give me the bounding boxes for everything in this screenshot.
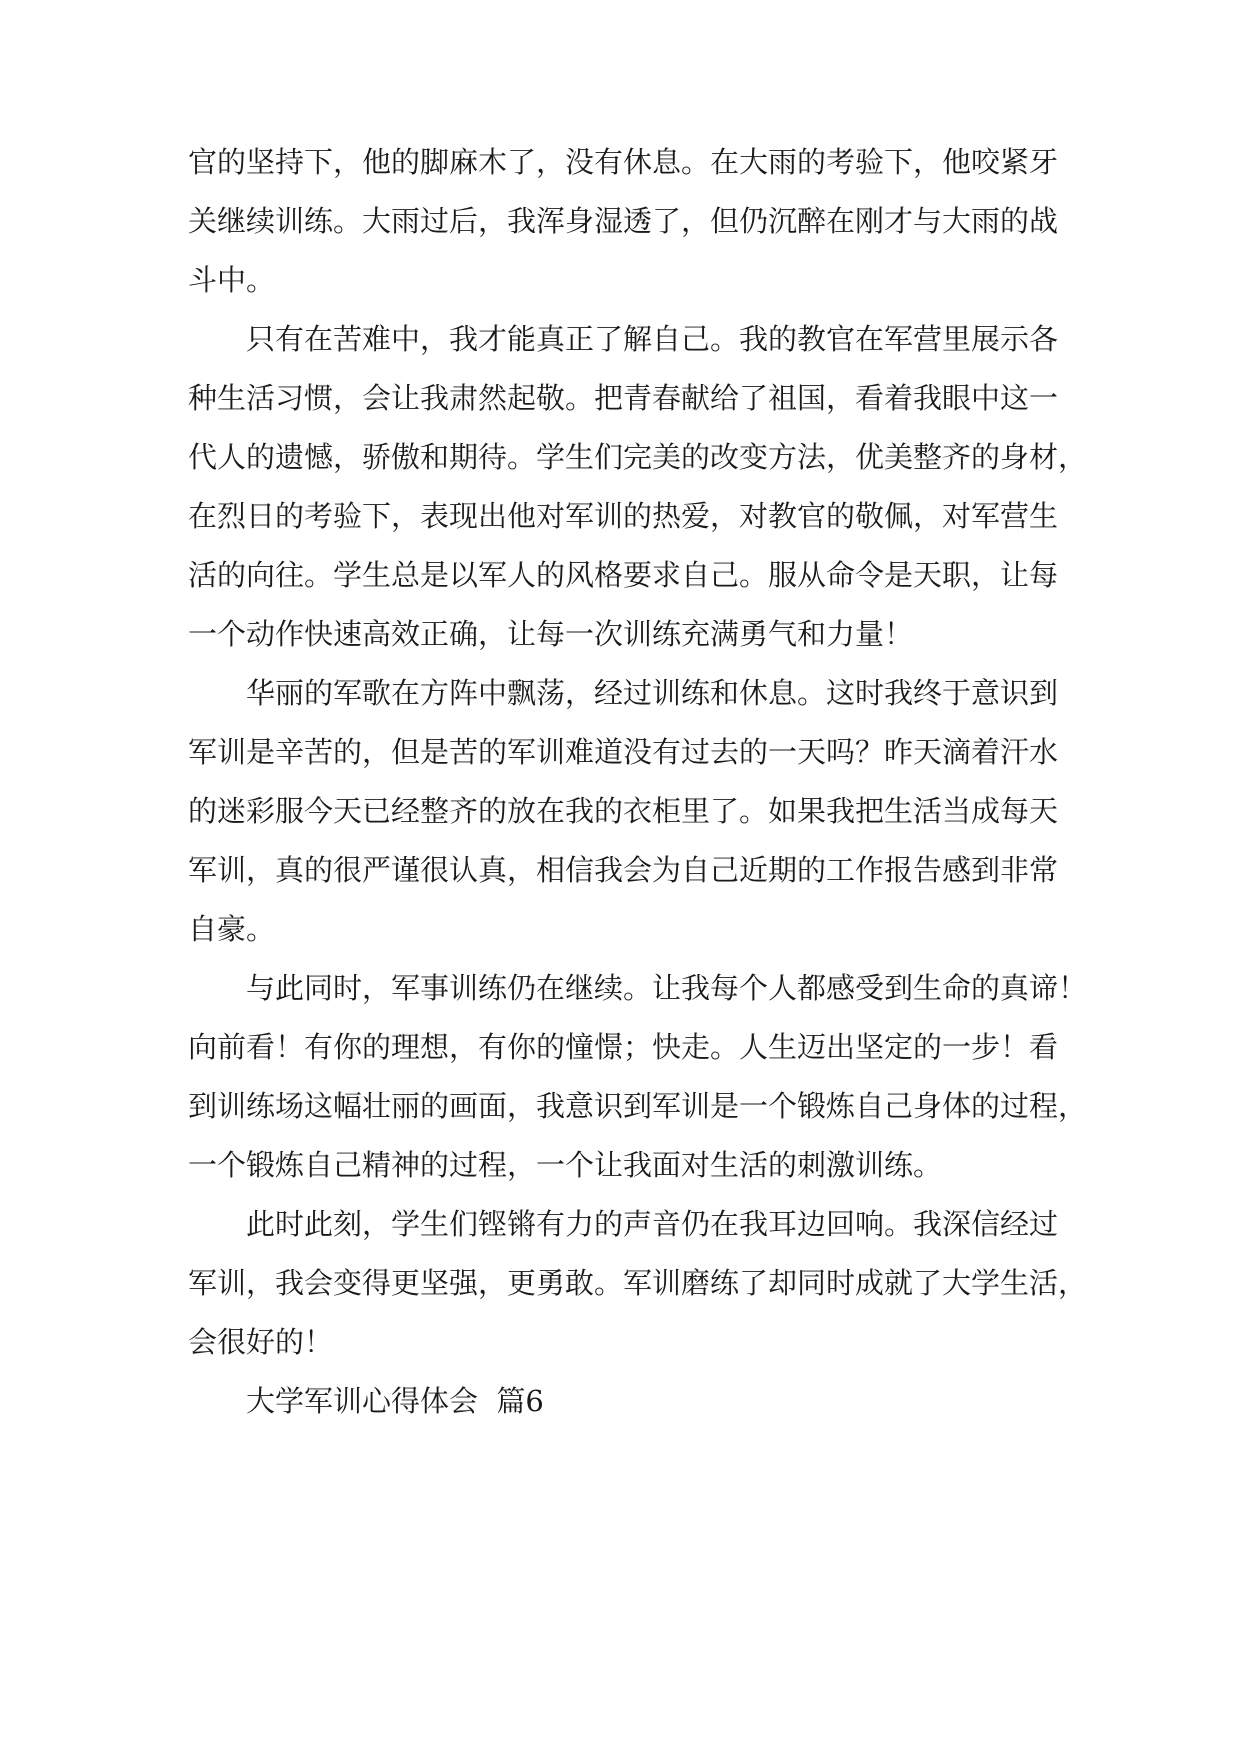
paragraph-line: 种生活习惯，会让我肃然起敬。把青春献给了祖国，看着我眼中这一 — [188, 381, 1059, 415]
paragraph-line: 活的向往。学生总是以军人的风格要求自己。服从命令是天职，让每 — [188, 558, 1059, 592]
paragraph-line: 在烈日的考验下，表现出他对军训的热爱，对教官的敬佩，对军营生 — [188, 499, 1059, 533]
paragraph-line: 官的坚持下，他的脚麻木了，没有休息。在大雨的考验下，他咬紧牙 — [188, 145, 1059, 179]
paragraph-line: 向前看！有你的理想，有你的憧憬；快走。人生迈出坚定的一步！看 — [188, 1030, 1059, 1064]
paragraph-line: 与此同时，军事训练仍在继续。让我每个人都感受到生命的真谛！ — [246, 971, 1088, 1005]
paragraph-line: 军训，真的很严谨很认真，相信我会为自己近期的工作报告感到非常 — [188, 853, 1059, 887]
paragraph-line: 此时此刻，学生们铿锵有力的声音仍在我耳边回响。我深信经过 — [246, 1207, 1059, 1241]
section-heading: 大学军训心得体会 篇6 — [246, 1384, 544, 1418]
paragraph-line: 只有在苦难中，我才能真正了解自己。我的教官在军营里展示各 — [246, 322, 1059, 356]
paragraph-line: 军训是辛苦的，但是苦的军训难道没有过去的一天吗？昨天滴着汗水 — [188, 735, 1059, 769]
paragraph-line: 自豪。 — [188, 912, 276, 946]
paragraph-line: 华丽的军歌在方阵中飘荡，经过训练和休息。这时我终于意识到 — [246, 676, 1059, 710]
paragraph-line: 一个锻炼自己精神的过程，一个让我面对生活的刺激训练。 — [188, 1148, 943, 1182]
paragraph-line: 军训，我会变得更坚强，更勇敢。军训磨练了却同时成就了大学生活， — [188, 1266, 1088, 1300]
paragraph-line: 一个动作快速高效正确，让每一次训练充满勇气和力量！ — [188, 617, 914, 651]
paragraph-line: 斗中。 — [188, 263, 276, 297]
paragraph-line: 的迷彩服今天已经整齐的放在我的衣柜里了。如果我把生活当成每天 — [188, 794, 1059, 828]
paragraph-line: 关继续训练。大雨过后，我浑身湿透了，但仍沉醉在刚才与大雨的战 — [188, 204, 1059, 238]
paragraph-line: 到训练场这幅壮丽的画面，我意识到军训是一个锻炼自己身体的过程， — [188, 1089, 1088, 1123]
paragraph-line: 会很好的！ — [188, 1325, 334, 1359]
paragraph-line: 代人的遗憾，骄傲和期待。学生们完美的改变方法，优美整齐的身材， — [188, 440, 1088, 474]
